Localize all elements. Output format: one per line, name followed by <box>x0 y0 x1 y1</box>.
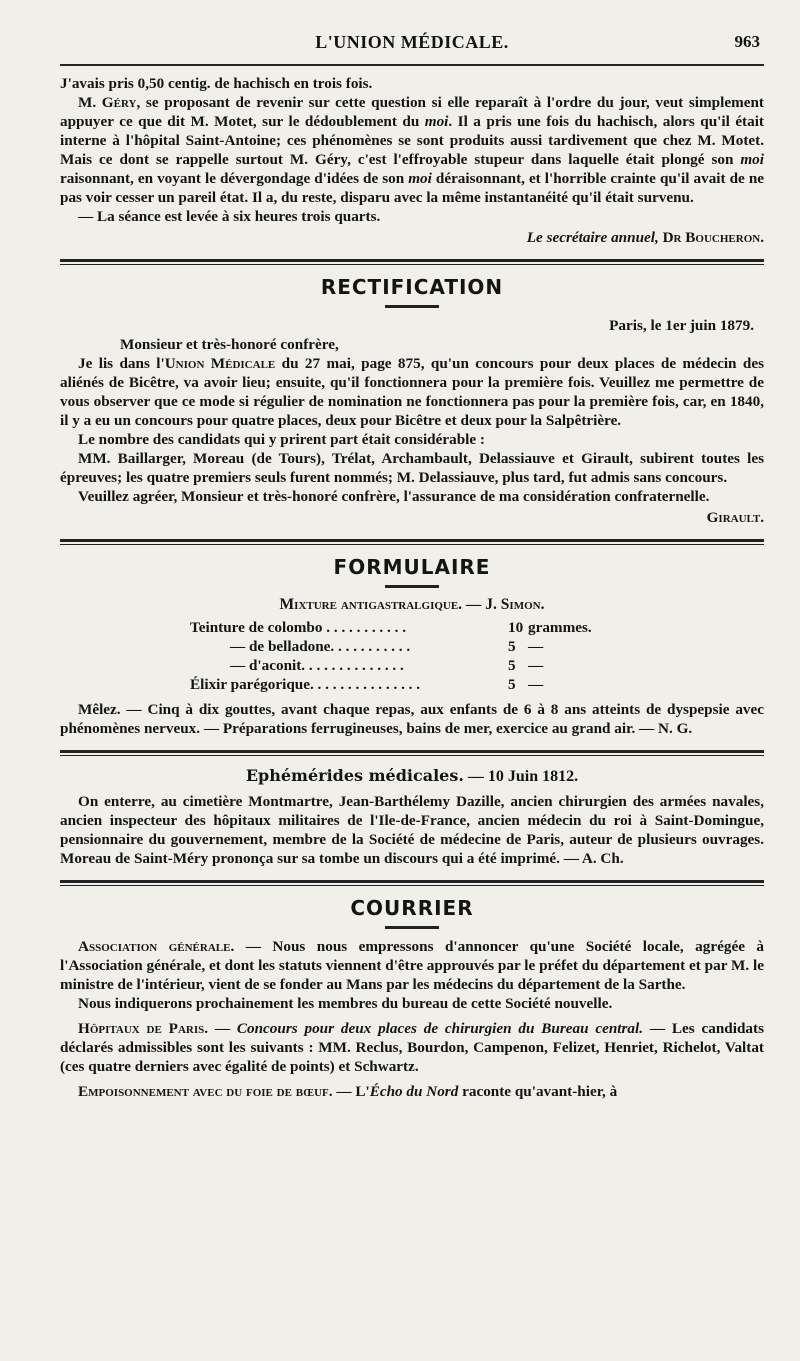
ingredient-unit: — <box>528 657 544 674</box>
section-divider <box>60 750 764 756</box>
journal-title: L'UNION MÉDICALE. <box>315 32 509 52</box>
formulaire-title: FORMULAIRE <box>333 555 491 579</box>
text-run: déraisonnant, et l'horrible crainte qu'il avait de ne pas voir cesser un pareil état. Il a, du reste, disparu avec la même instantanéité qu'il était survenu. <box>60 170 765 206</box>
running-header <box>60 30 764 66</box>
section-divider <box>60 259 764 265</box>
recipe-row <box>190 675 764 694</box>
ingredient-quantity: 10 <box>508 619 524 636</box>
ingredient-name: Élixir parégorique. . . . . . . . . . . . . . . <box>190 676 421 693</box>
ingredient-quantity: 5 <box>508 676 516 693</box>
page-number: 963 <box>734 32 760 51</box>
formulaire-section <box>60 555 764 738</box>
signature-name: Dr Boucheron. <box>658 229 764 246</box>
journal-name: Union Médicale <box>164 355 276 372</box>
ingredient-unit: — <box>528 638 544 655</box>
seance-signature <box>60 228 764 247</box>
letter-salutation: Monsieur et très-honoré confrère, <box>120 336 339 353</box>
rectification-section <box>60 275 764 527</box>
title-underline <box>385 305 439 308</box>
text-run: Je lis dans l' <box>78 355 165 372</box>
section-divider <box>60 539 764 545</box>
text-run: — L' <box>332 1083 370 1100</box>
seance-paragraph-1: J'avais pris 0,50 centig. de hachisch en trois fois. <box>60 75 373 92</box>
recipe-list <box>190 618 764 694</box>
seance-section <box>60 74 764 247</box>
ephemerides-label: Ephémérides médicales. <box>245 766 464 785</box>
item-lead: Association générale. <box>78 938 235 955</box>
text-run: raisonnant, en voyant le dévergondage d'idées de son <box>60 170 409 187</box>
italic-run: moi <box>408 170 432 187</box>
text-run: — Nous nous empressons d'annoncer qu'une Société locale, agrégée à l'Association générale, et dont les statuts viennent d'être approuvés par le préfet du département et par M. le ministre de l'intérieur, vient de se fonder au Mans par les médecins du département de la Sarthe. <box>60 938 765 993</box>
title-underline <box>385 926 439 929</box>
text-run: . Il a pris une fois du hachisch, alors qu'il était interne à l'hôpital Saint-Antoine; ces phénomènes se sont produits aussi tardivement que chez M. Motet. Mais ce dont se rappelle surtout M. Géry, c'est l'effroyable stupeur dans laquelle était plongé son <box>60 113 764 168</box>
text-run: — <box>208 1020 237 1037</box>
speaker-name: M. Géry <box>78 94 137 111</box>
recipe-title: Mixture antigastralgique. — J. Simon. <box>279 596 545 613</box>
ingredient-name: — d'aconit. . . . . . . . . . . . . . <box>230 657 404 674</box>
text-run: , se proposant de revenir sur cette question si elle reparaît à l'ordre du jour, veut simplement appuyer ce que dit M. Motet, sur le dédoublement du <box>60 94 764 130</box>
italic-run: moi <box>740 151 764 168</box>
courrier-title: COURRIER <box>350 896 474 920</box>
rectification-paragraph-4: Veuillez agréer, Monsieur et très-honoré confrère, l'assurance de ma considération confraternelle. <box>78 488 710 505</box>
courrier-section <box>60 896 764 1101</box>
text-run: du 27 mai, page 875, qu'un concours pour deux places de médecin des aliénés de Bicêtre, va avoir lieu; ensuite, qu'il fonctionnera pour la première fois. Veuillez me permettre de vous observer que ce mode si régulier de nomination ne fonctionnera pas pour la première fois, car, en 1840, il y a eu un concours pour quatre places, deux pour Bicêtre et deux pour la Salpêtrière. <box>60 355 764 429</box>
section-divider <box>60 880 764 886</box>
recipe-row <box>190 618 764 637</box>
italic-run: Écho du Nord <box>369 1083 459 1100</box>
title-underline <box>385 585 439 588</box>
courrier-paragraph-4 <box>60 1082 764 1101</box>
ingredient-name: — de belladone. . . . . . . . . . . <box>230 638 411 655</box>
recipe-instructions: Mêlez. — Cinq à dix gouttes, avant chaque repas, aux enfants de 6 à 8 ans atteints de dyspepsie avec phénomènes nerveux. — Préparations ferrugineuses, bains de mer, exercice au grand air. — N. G. <box>60 701 764 737</box>
ingredient-name: Teinture de colombo . . . . . . . . . . . <box>190 619 407 636</box>
ingredient-unit: grammes. <box>528 619 592 636</box>
ingredient-quantity: 5 <box>508 657 516 674</box>
italic-run: moi <box>424 113 449 130</box>
recipe-row <box>190 656 764 675</box>
ingredient-quantity: 5 <box>508 638 516 655</box>
text-run: raconte qu'avant-hier, à <box>458 1083 618 1100</box>
rectification-paragraph-3: MM. Baillarger, Moreau (de Tours), Trélat, Archambault, Delassiauve et Girault, subirent toutes les épreuves; les quatre premiers seuls furent nommés; M. Delassiauve, plus tard, fut admis sans concours. <box>60 450 764 486</box>
ephemerides-text: On enterre, au cimetière Montmartre, Jean-Barthélemy Dazille, ancien chirurgien des armées navales, ancien inspecteur des hôpitaux militaires de l'Ile-de-France, ancien médecin du roi à Saint-Domingue, pensionnaire du gouvernement, membre de la Société de médecine de Paris, auteur de plusieurs ouvrages. Moreau de Saint-Méry prononça sur sa tombe un discours qui a été imprimé. — A. Ch. <box>60 793 764 867</box>
rectification-paragraph-1 <box>60 354 764 430</box>
text-run: — Les candidats déclarés admissibles sont les suivants : MM. Reclus, Bourdon, Campenon, Felizet, Henriet, Richelot, Valtat (ces quatre derniers avec égalité de points) et Schwartz. <box>60 1020 764 1075</box>
ephemerides-heading <box>60 766 764 786</box>
ephemerides-date: — 10 Juin 1812. <box>463 768 579 785</box>
signature-role: Le secrétaire annuel, <box>526 229 659 246</box>
item-lead: Hôpitaux de Paris. <box>78 1020 209 1037</box>
seance-paragraph-3: — La séance est levée à six heures trois quarts. <box>78 208 381 225</box>
courrier-paragraph-3 <box>60 1019 764 1076</box>
italic-run: Concours pour deux places de chirurgien du Bureau central. <box>236 1020 644 1037</box>
ingredient-unit: — <box>528 676 544 693</box>
rectification-paragraph-2: Le nombre des candidats qui y prirent part était considérable : <box>78 431 485 448</box>
ephemerides-section <box>60 766 764 868</box>
seance-paragraph-2 <box>60 93 764 207</box>
item-lead: Empoisonnement avec du foie de bœuf. <box>78 1083 333 1100</box>
courrier-paragraph-2: Nous indiquerons prochainement les membres du bureau de cette Société nouvelle. <box>78 995 613 1012</box>
letter-date: Paris, le 1er juin 1879. <box>609 317 754 334</box>
letter-signature: Girault. <box>706 509 764 526</box>
courrier-paragraph-1 <box>60 937 764 994</box>
recipe-row <box>190 637 764 656</box>
rectification-title: RECTIFICATION <box>320 275 504 299</box>
